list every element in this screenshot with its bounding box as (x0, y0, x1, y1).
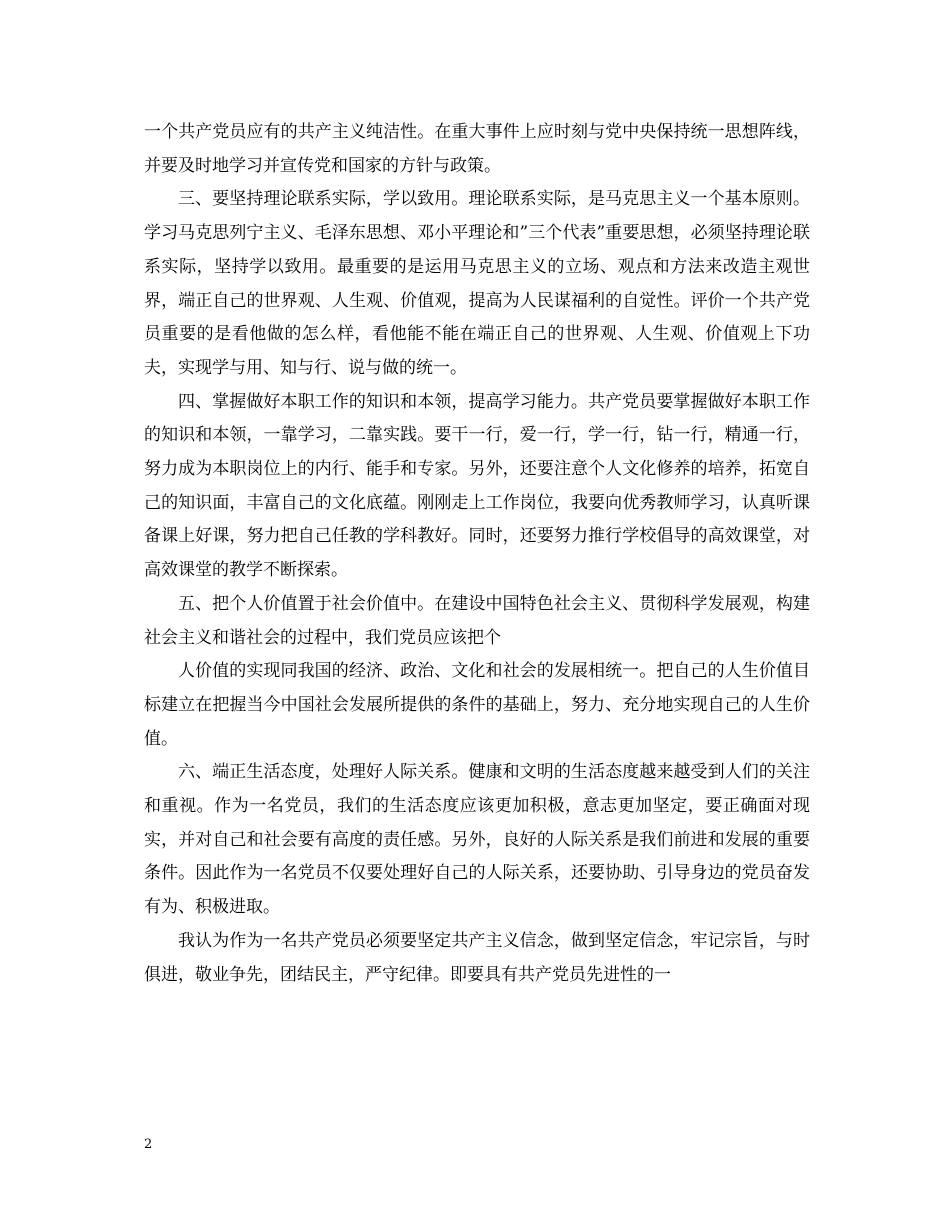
document-body (144, 116, 810, 992)
paragraph-4: 五、把个人价值置于社会价值中。在建设中国特色社会主义、贯彻科学发展观，构建社会主义和谐社会的过程中，我们党员应该把个 (144, 593, 810, 648)
paragraph-6: 六、端正生活态度，处理好人际关系。健康和文明的生活态度越来越受到人们的关注和重视。作为一名党员，我们的生活态度应该更加积极，意志更加坚定，要正确面对现实，并对自己和社会要有高度的责任感。另外，良好的人际关系是我们前进和发展的重要条件。因此作为一名党员不仅要处理好自己的人际关系，还要协助、引导身边的党员奋发有为、积极进取。 (144, 762, 810, 918)
paragraph-1: 一个共产党员应有的共产主义纯洁性。在重大事件上应时刻与党中央保持统一思想阵线，并要及时地学习并宣传党和国家的方针与政策。 (144, 122, 810, 176)
paragraph-7: 我认为作为一名共产党员必须要坚定共产主义信念，做到坚定信念，牢记宗旨，与时俱进，敬业争先，团结民主，严守纪律。即要具有共产党员先进性的一 (144, 930, 810, 985)
page-number: 2 (144, 1137, 153, 1152)
paragraph-5: 人价值的实现同我国的经济、政治、文化和社会的发展相统一。把自己的人生价值目标建立在把握当今中国社会发展所提供的条件的基础上，努力、充分地实现自己的人生价值。 (144, 661, 810, 749)
paragraph-2: 三、要坚持理论联系实际，学以致用。理论联系实际，是马克思主义一个基本原则。学习马克思列宁主义、毛泽东思想、邓小平理论和”三个代表”重要思想，必须坚持理论联系实际，坚持学以致用。最重要的是运用马克思主义的立场、观点和方法来改造主观世界，端正自己的世界观、人生观、价值观，提高为人民谋福利的自觉性。评价一个共产党员重要的是看他做的怎么样，看他能不能在端正自己的世界观、人生观、价值观上下功夫，实现学与用、知与行、说与做的统一。 (144, 189, 810, 378)
paragraph-3: 四、掌握做好本职工作的知识和本领，提高学习能力。共产党员要掌握做好本职工作的知识和本领，一靠学习，二靠实践。要干一行，爱一行，学一行，钻一行，精通一行，努力成为本职岗位上的内行、能手和专家。另外，还要注意个人文化修养的培养，拓宽自己的知识面，丰富自己的文化底蕴。刚刚走上工作岗位，我要向优秀教师学习，认真听课备课上好课，努力把自己任教的学科教好。同时，还要努力推行学校倡导的高效课堂，对高效课堂的教学不断探索。 (144, 391, 810, 581)
